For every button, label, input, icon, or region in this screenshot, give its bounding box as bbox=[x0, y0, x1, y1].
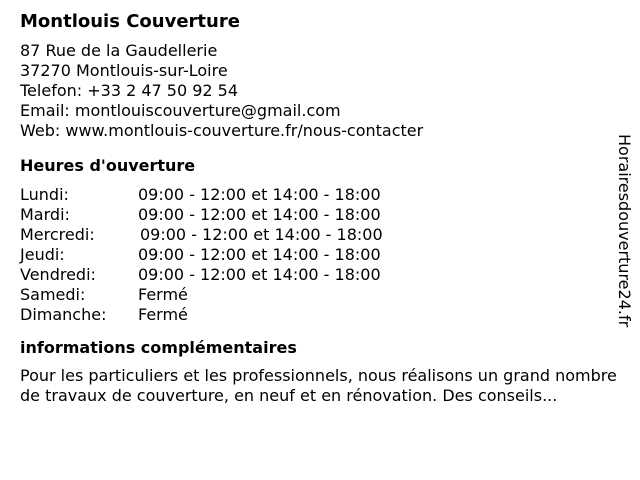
site-watermark: Horairesdouverture24.fr bbox=[615, 134, 634, 328]
web-line: Web: www.montlouis-couverture.fr/nous-contacter bbox=[20, 121, 424, 140]
hours-row bbox=[20, 285, 620, 305]
street-address: 87 Rue de la Gaudellerie bbox=[20, 41, 218, 60]
hours-row bbox=[20, 305, 620, 325]
day-label: Jeudi: bbox=[20, 245, 65, 264]
day-label: Mardi: bbox=[20, 205, 70, 224]
hours-row bbox=[20, 225, 620, 245]
hours-heading: Heures d'ouverture bbox=[20, 156, 196, 175]
hours-row bbox=[20, 265, 620, 285]
day-label: Lundi: bbox=[20, 185, 69, 204]
time-value: 09:00 - 12:00 et 14:00 - 18:00 bbox=[138, 245, 381, 264]
business-name: Montlouis Couverture bbox=[20, 11, 240, 32]
phone-line: Telefon: +33 2 47 50 92 54 bbox=[20, 81, 239, 100]
email-line: Email: montlouiscouverture@gmail.com bbox=[20, 101, 341, 120]
hours-row bbox=[20, 245, 620, 265]
day-label: Samedi: bbox=[20, 285, 86, 304]
time-value: 09:00 - 12:00 et 14:00 - 18:00 bbox=[140, 225, 383, 244]
time-value: 09:00 - 12:00 et 14:00 - 18:00 bbox=[138, 265, 381, 284]
time-value: Fermé bbox=[138, 305, 188, 324]
hours-row bbox=[20, 185, 620, 205]
city-address: 37270 Montlouis-sur-Loire bbox=[20, 61, 228, 80]
contact-block bbox=[20, 41, 620, 141]
time-value: 09:00 - 12:00 et 14:00 - 18:00 bbox=[138, 185, 381, 204]
info-heading: informations complémentaires bbox=[20, 338, 297, 357]
business-card bbox=[20, 8, 620, 406]
time-value: Fermé bbox=[138, 285, 188, 304]
day-label: Dimanche: bbox=[20, 305, 107, 324]
time-value: 09:00 - 12:00 et 14:00 - 18:00 bbox=[138, 205, 381, 224]
day-label: Vendredi: bbox=[20, 265, 96, 284]
day-label: Mercredi: bbox=[20, 225, 95, 244]
opening-hours-list bbox=[20, 185, 620, 325]
hours-row bbox=[20, 205, 620, 225]
info-description: Pour les particuliers et les professionnels, nous réalisons un grand nombre de travaux de couverture, en neuf et en rénovation. Des conseils... bbox=[20, 366, 617, 405]
